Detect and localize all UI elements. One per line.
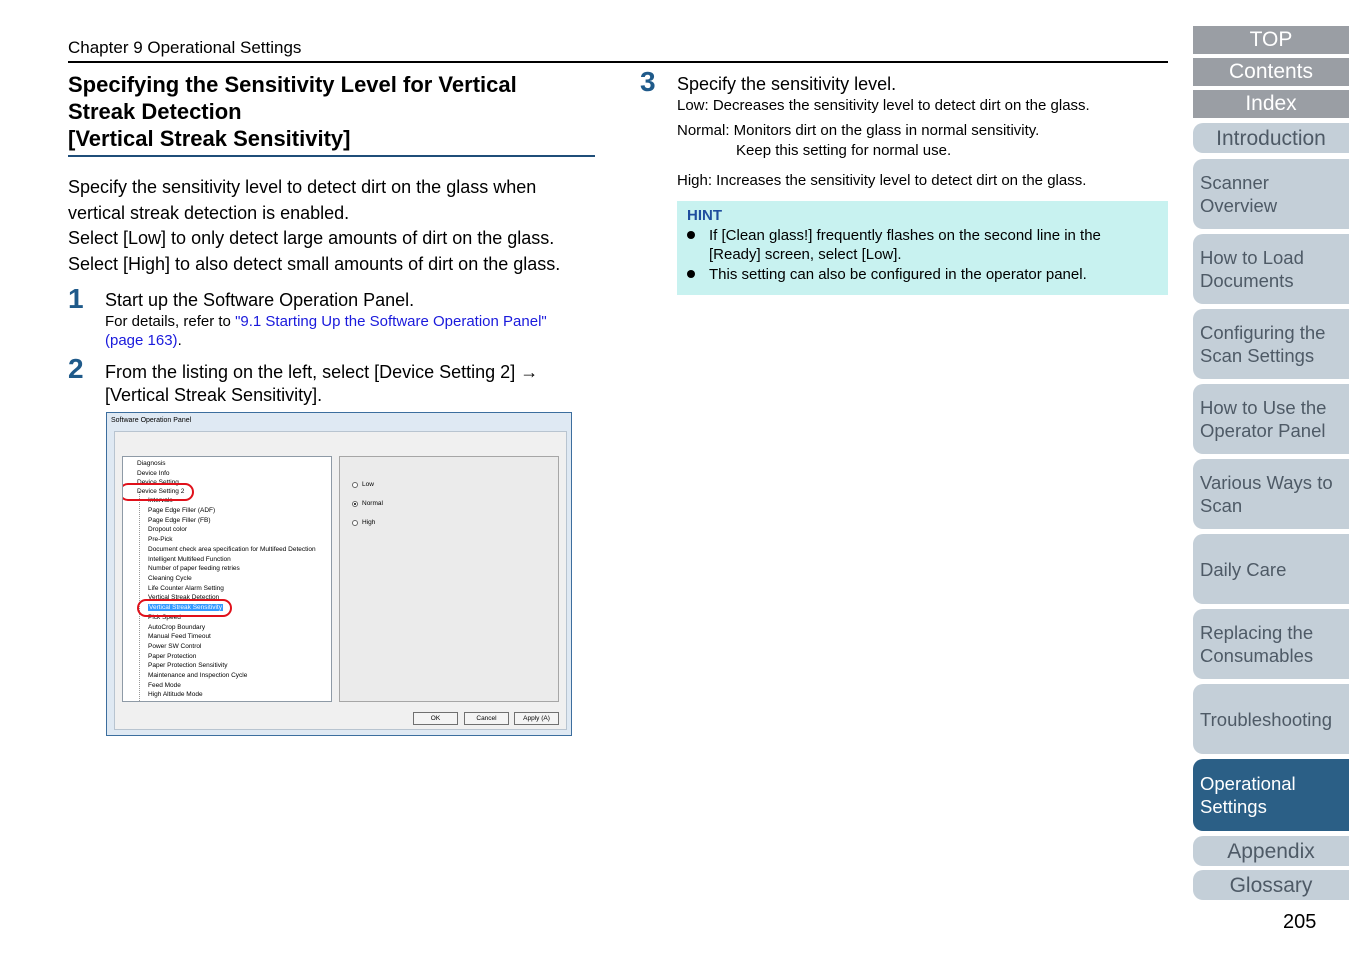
tree-item[interactable]: Number of paper feeding retries [148, 565, 240, 572]
tree-item[interactable]: Device Info [137, 470, 170, 477]
step-1-number: 1 [68, 283, 84, 314]
intro-line: Select [High] to also detect small amounts of dirt on the glass. [68, 253, 561, 274]
option-low[interactable] [352, 481, 374, 488]
intro-line: Select [Low] to only detect large amounts of dirt on the glass. [68, 228, 555, 248]
option-high[interactable] [352, 519, 375, 526]
tree-item-device-setting-2[interactable]: Device Setting 2 [137, 488, 185, 495]
tree-item[interactable]: Intervals [148, 497, 173, 504]
hint-text [709, 226, 1101, 264]
option-label: High [362, 519, 376, 526]
step-2-number: 2 [68, 353, 84, 384]
chapter-header: Chapter 9 Operational Settings [68, 38, 302, 57]
tree-item[interactable]: Document check area specification for Multifeed Detection [148, 546, 316, 553]
intro-line: vertical streak detection is enabled. [68, 202, 350, 223]
nav-label: Replacing the [1200, 622, 1314, 643]
settings-tree [122, 456, 332, 702]
page-number: 205 [1283, 911, 1317, 933]
tree-item[interactable]: Intelligent Multifeed Function [148, 556, 231, 563]
nav-label: Operational [1200, 773, 1296, 794]
radio-icon [352, 520, 358, 526]
hint-item [687, 265, 1087, 284]
nav-daily-care[interactable]: Daily Care [1193, 534, 1349, 604]
step-2-line: [Vertical Streak Sensitivity]. [105, 385, 323, 405]
step-1-details [105, 312, 595, 350]
step-3-number: 3 [640, 66, 656, 97]
step-1-link-page[interactable]: (page 163) [105, 332, 178, 349]
nav-label: Various Ways to [1200, 472, 1333, 493]
tree-item[interactable]: Diagnosis [137, 460, 166, 467]
option-label: Low [362, 481, 374, 488]
step-3-normal-note: Keep this setting for normal use. [736, 142, 952, 159]
dialog-title: Software Operation Panel [111, 417, 192, 424]
tree-connector [139, 491, 140, 701]
step-1-link[interactable]: "9.1 Starting Up the Software Operation Panel" [235, 313, 547, 330]
tree-item[interactable]: Vertical Streak Detection [148, 594, 220, 601]
nav-scanner-overview[interactable] [1193, 159, 1349, 229]
cancel-button[interactable]: Cancel [464, 712, 509, 725]
tree-item[interactable]: Power SW Control [148, 643, 202, 650]
tree-item[interactable]: Paper Protection [148, 653, 197, 660]
intro-paragraph [68, 175, 608, 277]
step-3-low: Low: Decreases the sensitivity level to detect dirt on the glass. [677, 97, 1090, 114]
nav-label: Scan [1200, 495, 1243, 516]
highlight-circle [122, 483, 194, 501]
sensitivity-options-pane [339, 456, 559, 702]
step-2-line: From the listing on the left, select [Device Setting 2] → [105, 362, 539, 382]
nav-configuring-scan-settings[interactable] [1193, 309, 1349, 379]
step-3-high: High: Increases the sensitivity level to detect dirt on the glass. [677, 172, 1087, 189]
nav-index[interactable]: Index [1193, 90, 1349, 118]
hint-text: This setting can also be configured in the operator panel. [709, 266, 1087, 283]
nav-operator-panel[interactable] [1193, 384, 1349, 454]
tree-item[interactable]: Paper Protection Sensitivity [148, 662, 228, 669]
nav-replacing-consumables[interactable] [1193, 609, 1349, 679]
section-title-line: [Vertical Streak Sensitivity] [68, 126, 351, 151]
tree-item[interactable]: Page Edge Filler (ADF) [148, 507, 216, 514]
tree-item[interactable]: Life Counter Alarm Setting [148, 585, 224, 592]
nav-contents[interactable]: Contents [1193, 58, 1349, 86]
tree-item[interactable]: Dropout color [148, 526, 188, 533]
title-rule [68, 155, 595, 157]
step-1-prefix: For details, refer to [105, 313, 236, 330]
step-1-text: Start up the Software Operation Panel. [105, 290, 415, 310]
tree-item[interactable]: Device Setting [137, 479, 179, 486]
nav-appendix[interactable]: Appendix [1193, 836, 1349, 866]
nav-label: Settings [1200, 796, 1267, 817]
hint-title: HINT [687, 207, 722, 224]
radio-icon [352, 482, 358, 488]
section-title-line: Specifying the Sensitivity Level for Vertical [68, 72, 517, 97]
nav-introduction[interactable]: Introduction [1193, 123, 1349, 153]
step-3-text: Specify the sensitivity level. [677, 74, 897, 94]
tree-item[interactable]: Cleaning Cycle [148, 575, 192, 582]
apply-button[interactable]: Apply (A) [514, 712, 559, 725]
tree-item[interactable]: Pre-Pick [148, 536, 173, 543]
hint-item [687, 226, 1101, 264]
tree-item[interactable]: Pick Speed [148, 614, 181, 621]
section-title-line: Streak Detection [68, 99, 242, 124]
nav-label: How to Use the [1200, 397, 1327, 418]
tree-item[interactable]: Feed Mode [148, 682, 181, 689]
header-rule [68, 61, 1168, 63]
software-operation-panel-screenshot [106, 412, 572, 736]
nav-label: How to Load [1200, 247, 1304, 268]
selected-item-label: Vertical Streak Sensitivity [149, 604, 222, 611]
nav-load-documents[interactable] [1193, 234, 1349, 304]
step-2-text [105, 361, 538, 407]
tree-item[interactable]: AutoCrop Boundary [148, 624, 206, 631]
bullet-icon [687, 231, 695, 239]
nav-operational-settings[interactable] [1193, 759, 1349, 831]
tree-item[interactable]: High Altitude Mode [148, 691, 203, 698]
tree-item[interactable]: Maintenance and Inspection Cycle [148, 672, 248, 679]
radio-selected-icon [352, 501, 358, 507]
nav-glossary[interactable]: Glossary [1193, 870, 1349, 900]
hint-text-line: [Ready] screen, select [Low]. [709, 246, 902, 263]
nav-label: Scanner [1200, 172, 1269, 193]
nav-label: Overview [1200, 195, 1278, 216]
highlight-circle [137, 599, 232, 617]
nav-label: Documents [1200, 270, 1294, 291]
hint-text-line: If [Clean glass!] frequently flashes on the second line in the [709, 227, 1101, 244]
nav-label: Consumables [1200, 645, 1314, 666]
nav-various-ways[interactable] [1193, 459, 1349, 529]
step-3-normal: Normal: Monitors dirt on the glass in normal sensitivity. [677, 122, 1040, 139]
hint-box [677, 201, 1168, 295]
option-label: Normal [362, 500, 383, 507]
step-1-suffix: . [177, 332, 182, 349]
ok-button[interactable]: OK [413, 712, 458, 725]
tree-item[interactable]: Page Edge Filler (FB) [148, 517, 211, 524]
tree-item[interactable]: Manual Feed Timeout [148, 633, 211, 640]
bullet-icon [687, 270, 695, 278]
intro-line: Specify the sensitivity level to detect dirt on the glass when [68, 177, 537, 197]
nav-label: Operator Panel [1200, 420, 1326, 441]
nav-label: Configuring the [1200, 322, 1326, 343]
dialog-body [114, 431, 567, 730]
nav-troubleshooting[interactable]: Troubleshooting [1193, 684, 1349, 754]
nav-label: Scan Settings [1200, 345, 1315, 366]
nav-top[interactable]: TOP [1193, 26, 1349, 54]
option-normal[interactable] [352, 500, 383, 507]
section-title [68, 71, 595, 152]
